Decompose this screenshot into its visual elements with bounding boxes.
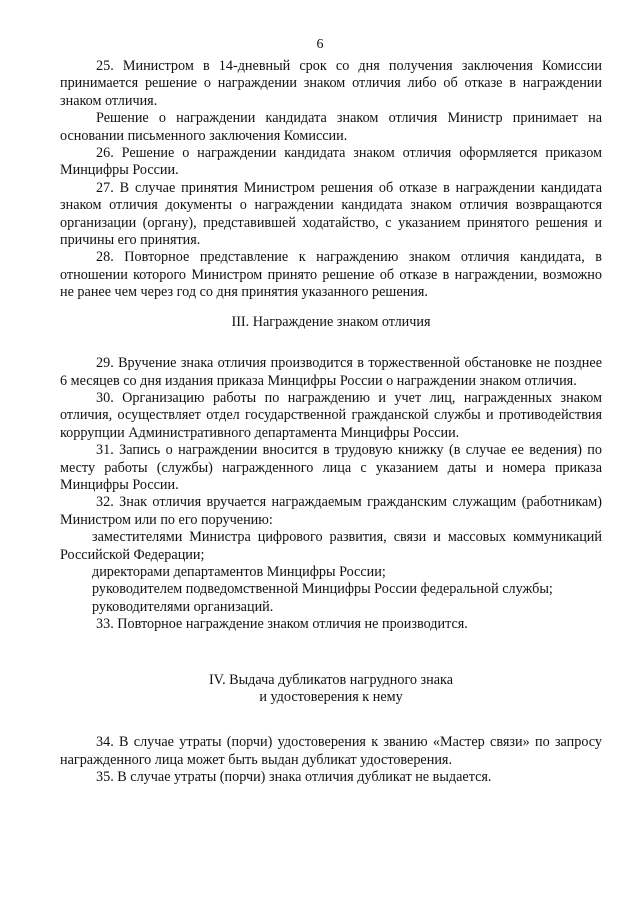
list-item-service-head: руководителем подведомственной Минцифры России федеральной службы; [92,581,553,598]
section-heading-4-line1: IV. Выдача дубликатов нагрудного знака [208,671,454,688]
document-body [60,58,602,787]
paragraph-25-decision: Решение о награждении кандидата знаком отличия Министр принимает на основании письменного заключения Комиссии. [60,110,602,144]
paragraph-26: 26. Решение о награждении кандидата знаком отличия оформляется приказом Минцифры России. [60,145,602,179]
paragraph-35: 35. В случае утраты (порчи) знака отличия дубликат не выдается. [96,769,492,786]
paragraph-33: 33. Повторное награждение знаком отличия не производится. [96,616,468,633]
paragraph-27: 27. В случае принятия Министром решения об отказе в награждении кандидата знаком отличия документы о награждении кандидата знаком отличия возвращаются организации (органу), представившей ходатайство, с указанием принятого решения и причины его принятия. [60,179,602,249]
paragraph-29: 29. Вручение знака отличия производится в торжественной обстановке не позднее 6 месяцев со дня издания приказа Минцифры России о награждении знаком отличия. [60,355,602,389]
page-number: 6 [316,37,324,52]
paragraph-31: 31. Запись о награждении вносится в трудовую книжку (в случае ее ведения) по месту работы (службы) награжденного лица с указанием даты и номера приказа Минцифры России. [60,442,602,493]
paragraph-25: 25. Министром в 14-дневный срок со дня получения заключения Комиссии принимается решение о награждении знаком отличия либо об отказе в награждении знаком отличия. [60,58,602,109]
paragraph-30: 30. Организацию работы по награждению и учет лиц, награжденных знаком отличия, осуществляет отдел государственной гражданской службы и противодействия коррупции Административного департамента Минцифры России. [60,389,602,441]
list-item-directors: директорами департаментов Минцифры России; [92,563,386,580]
list-item-deputies: заместителями Министра цифрового развития, связи и массовых коммуникаций Российской Федерации; [60,529,602,563]
section-heading-3: III. Награждение знаком отличия [231,313,431,330]
section-heading-4-line2: и удостоверения к нему [259,689,403,705]
list-item-org-heads: руководителями организаций. [92,598,274,615]
paragraph-32: 32. Знак отличия вручается награждаемым гражданским служащим (работникам) Министром или по его поручению: [60,494,602,528]
section-heading-4 [60,672,602,707]
paragraph-34: 34. В случае утраты (порчи) удостоверения к званию «Мастер связи» по запросу награжденного лица может быть выдан дубликат удостоверения. [60,734,602,768]
paragraph-28: 28. Повторное представление к награждению знаком отличия кандидата, в отношении которого Министром принято решение об отказе в награждении, возможно не ранее чем через год со дня принятия указанного решения. [60,249,602,301]
